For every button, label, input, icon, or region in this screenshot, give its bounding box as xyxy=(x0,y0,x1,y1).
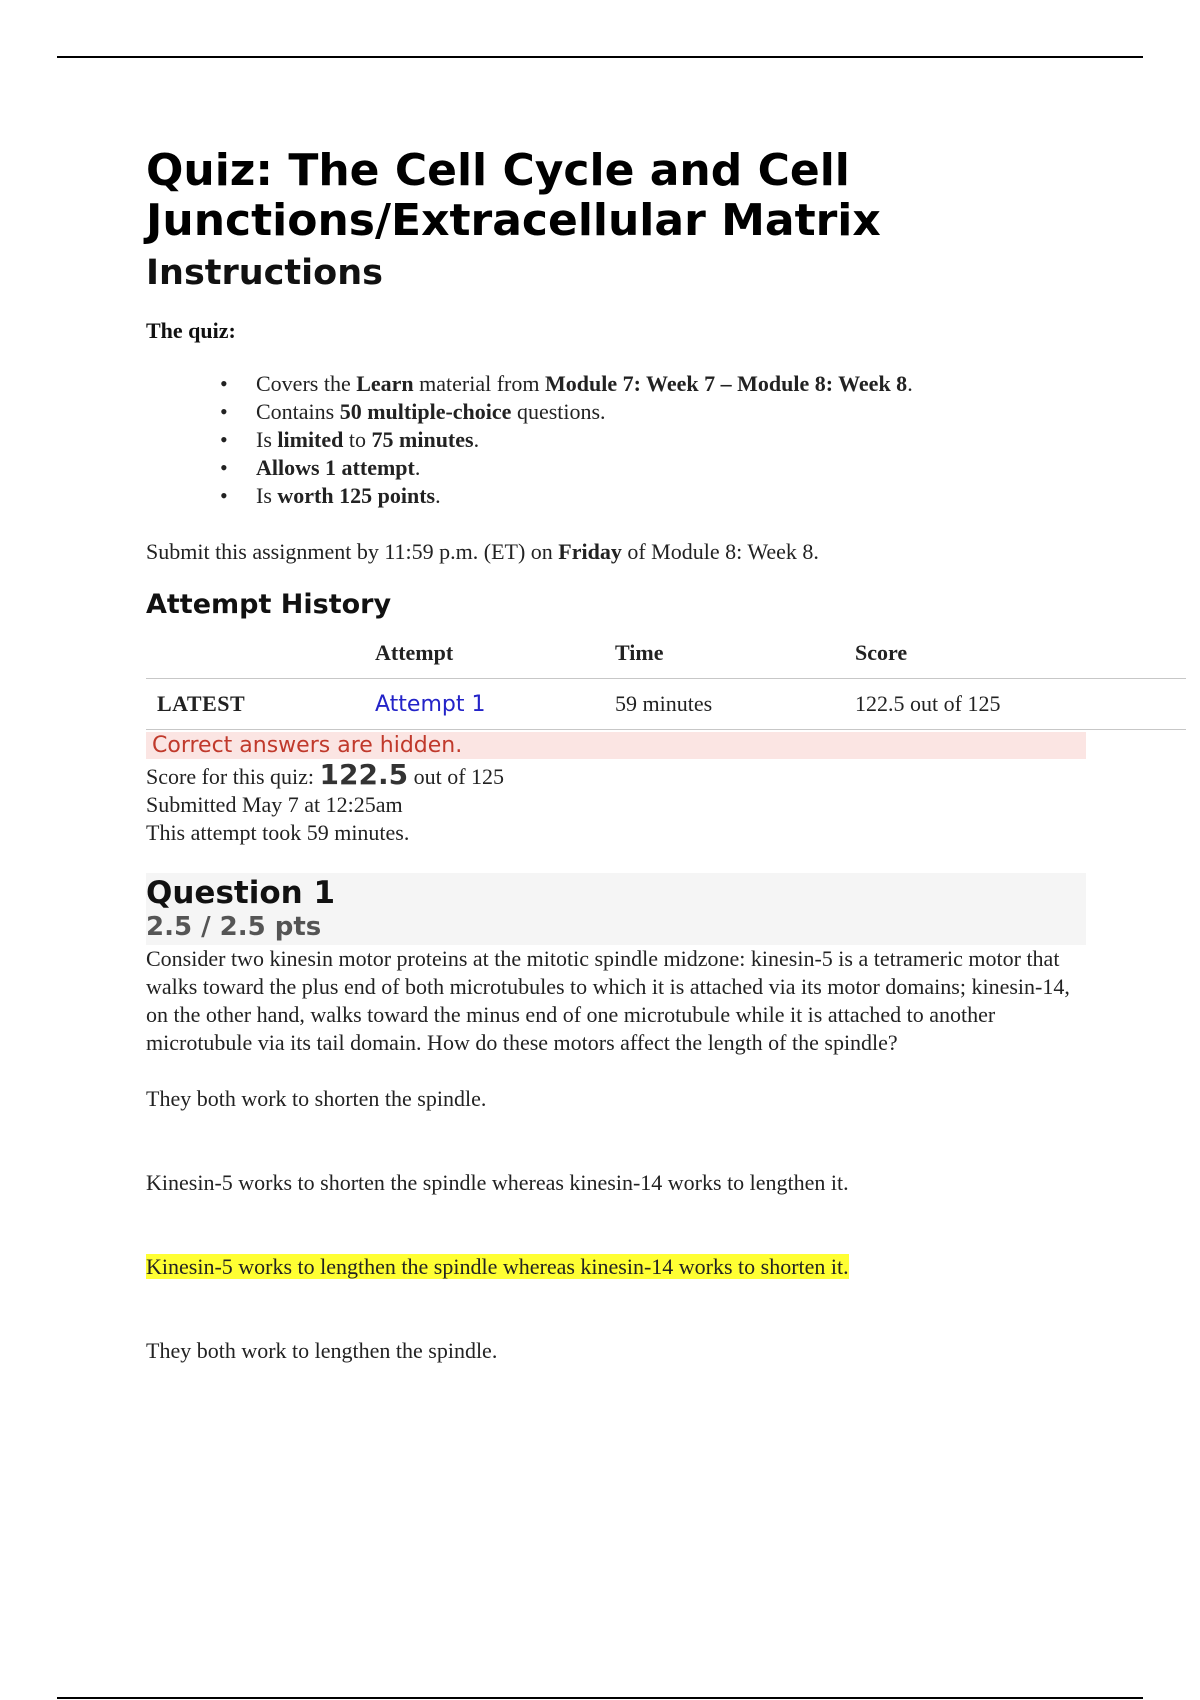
list-item xyxy=(220,454,1146,482)
attempt-link[interactable]: Attempt 1 xyxy=(375,692,486,717)
answers-hidden-banner: Correct answers are hidden. xyxy=(146,732,1086,759)
submitted-timestamp: Submitted May 7 at 12:25am xyxy=(146,792,403,817)
submit-note-day: Friday xyxy=(558,539,622,564)
rule-text: worth 125 points xyxy=(277,483,436,508)
question-header xyxy=(146,873,1086,945)
answer-text: They both work to lengthen the spindle. xyxy=(146,1338,498,1363)
rule-text: 75 minutes xyxy=(371,427,474,452)
answer-option xyxy=(146,1337,1146,1365)
bullet-icon: • xyxy=(220,427,228,452)
answer-text: They both work to shorten the spindle. xyxy=(146,1086,487,1111)
answer-list xyxy=(146,1085,1146,1365)
table-header-row xyxy=(146,630,1186,679)
answer-text: Kinesin-5 works to shorten the spindle whereas kinesin-14 works to lengthen it. xyxy=(146,1170,849,1195)
question-text: Consider two kinesin motor proteins at the mitotic spindle midzone: kinesin-5 is a tetrameric motor that walks toward the plus end of both microtubules to which it is attached via its motor domains; kinesin-14, on the other hand, walks toward the minus end of one microtubule while it is attached to another microtubule via its tail domain. How do these motors affect the length of the spindle? xyxy=(146,946,1070,1055)
rule-text: . xyxy=(414,455,421,480)
rule-text: limited xyxy=(277,427,344,452)
column-header-label xyxy=(146,630,375,679)
score-suffix: out of 125 xyxy=(408,764,505,789)
latest-label: LATEST xyxy=(146,679,375,730)
list-item xyxy=(220,426,1146,454)
column-header-time: Time xyxy=(615,630,855,679)
list-item xyxy=(220,482,1146,510)
submit-note-after: of Module 8: Week 8. xyxy=(621,539,819,564)
rule-text: Allows 1 attempt xyxy=(256,455,415,480)
column-header-score: Score xyxy=(855,630,1186,679)
question-points: 2.5 / 2.5 pts xyxy=(146,912,322,942)
list-item xyxy=(220,370,1146,398)
attempt-history-table xyxy=(146,630,1186,730)
rule-text: Learn xyxy=(356,371,414,396)
rule-text: Is xyxy=(256,483,278,508)
score-summary xyxy=(146,758,1146,791)
bullet-icon: • xyxy=(220,371,228,396)
rule-text: material from xyxy=(413,371,545,396)
rule-text: . xyxy=(907,371,913,396)
quiz-intro: The quiz: xyxy=(146,318,236,343)
attempt-time: 59 minutes xyxy=(615,679,855,730)
rule-text: to xyxy=(343,427,372,452)
submit-note-before: Submit this assignment by 11:59 p.m. (ET) on xyxy=(146,539,559,564)
rule-text: 50 multiple-choice xyxy=(339,399,512,424)
attempt-duration: This attempt took 59 minutes. xyxy=(146,820,410,845)
rule-text: Is xyxy=(256,427,278,452)
document-page xyxy=(146,146,1146,1421)
rule-text: Module 7: Week 7 – Module 8: Week 8 xyxy=(545,371,908,396)
bullet-icon: • xyxy=(220,399,228,424)
rule-text: . xyxy=(435,483,441,508)
attempt-history-heading: Attempt History xyxy=(146,589,392,620)
list-item xyxy=(220,398,1146,426)
rule-text: Covers the xyxy=(256,371,357,396)
answer-option xyxy=(146,1169,1146,1197)
answer-option xyxy=(146,1085,1146,1113)
bullet-icon: • xyxy=(220,483,228,508)
answer-option xyxy=(146,1253,1146,1281)
score-prefix: Score for this quiz: xyxy=(146,764,320,789)
rule-text: . xyxy=(473,427,480,452)
answer-text: Kinesin-5 works to lengthen the spindle whereas kinesin-14 works to shorten it. xyxy=(146,1254,849,1279)
quiz-rules-list xyxy=(220,370,1146,510)
table-row xyxy=(146,679,1186,730)
instructions-heading: Instructions xyxy=(146,253,383,293)
submit-note xyxy=(146,538,1146,566)
bottom-rule xyxy=(57,1697,1143,1699)
rule-text: questions. xyxy=(511,399,606,424)
bullet-icon: • xyxy=(220,455,228,480)
attempt-score: 122.5 out of 125 xyxy=(855,679,1186,730)
score-value: 122.5 xyxy=(319,758,409,791)
rule-text: Contains xyxy=(256,399,340,424)
question-title: Question 1 xyxy=(146,875,336,911)
top-rule xyxy=(57,56,1143,58)
page-title: Quiz: The Cell Cycle and Cell Junctions/Extracellular Matrix xyxy=(146,145,881,246)
column-header-attempt: Attempt xyxy=(375,630,615,679)
